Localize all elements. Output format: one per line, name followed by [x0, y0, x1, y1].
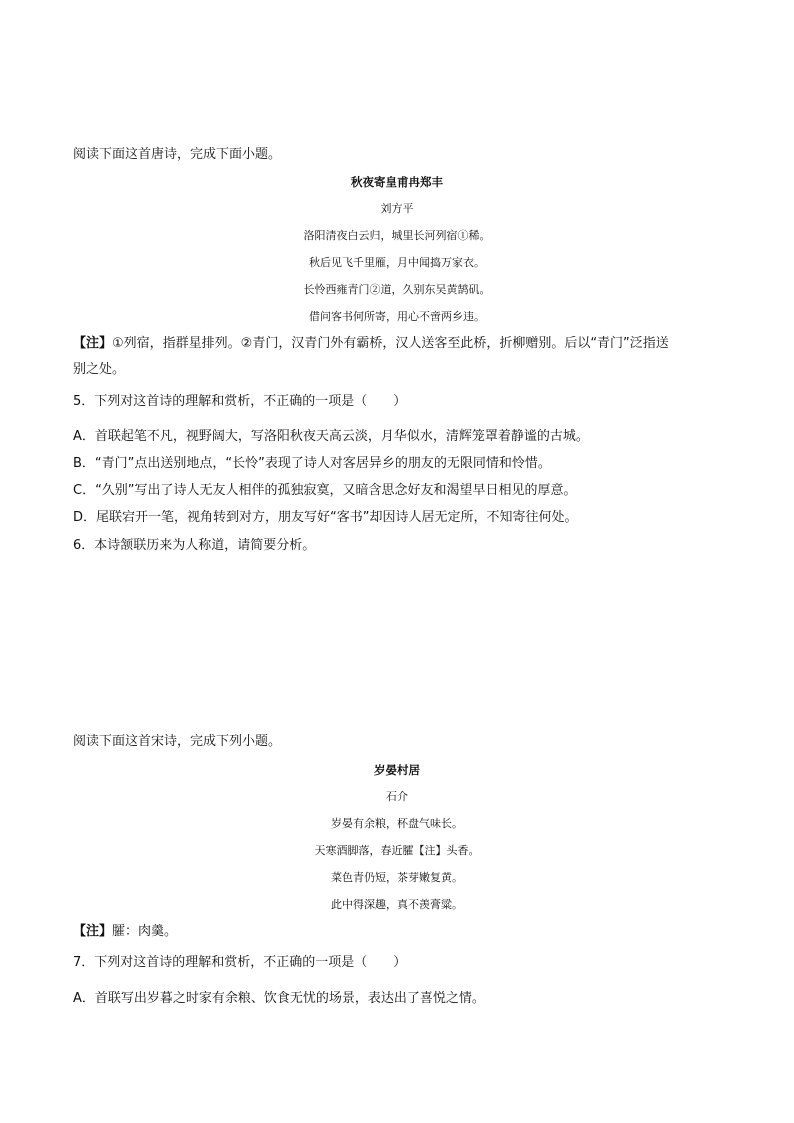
poem2-note: [73, 923, 177, 941]
poem2-line-1: 岁晏有余粮，杯盘气味长。: [331, 817, 463, 830]
question-5: 5．下列对这首诗的理解和赏析，不正确的一项是（ ）: [73, 394, 407, 409]
note-label: 【注】: [73, 336, 113, 351]
q5-option-b: B．“青门”点出送别地点，“长怜”表现了诗人对客居异乡的朋友的无限同情和怜惜。: [73, 456, 551, 471]
q5-option-c: C．“久别”写出了诗人无友人相伴的孤独寂寞，又暗含思念好友和渴望早日相见的厚意。: [73, 483, 577, 498]
note-text: ①列宿，指群星排列。②青门，汉青门外有霸桥，汉人送客至此桥，折柳赠别。后以“青门”泛指送: [112, 336, 669, 351]
poem1-author: 刘方平: [380, 202, 414, 215]
q5-option-a: A．首联起笔不凡，视野阔大，写洛阳秋夜天高云淡，月华似水，清辉笼罩着静谧的古城。: [73, 429, 589, 444]
note-text: 臛：肉羹。: [112, 924, 178, 939]
poem1-line-4: 借问客书何所寄，用心不啻两乡违。: [309, 310, 485, 323]
poem2-author: 石介: [386, 790, 408, 803]
poem1-note: [73, 335, 669, 353]
poem2-line-2: 天寒酒脚落，春近臛【注】头香。: [314, 844, 480, 857]
poem1-note-cont: 别之处。: [73, 362, 126, 377]
poem2-title: 岁晏村居: [374, 763, 420, 777]
question-6: 6．本诗颔联历来为人称道，请简要分析。: [73, 538, 316, 553]
note-label: 【注】: [73, 924, 113, 939]
q7-option-a: A．首联写出岁暮之时家有余粮、饮食无忧的场景，表达出了喜悦之情。: [73, 991, 485, 1006]
section1-intro: 阅读下面这首唐诗，完成下面小题。: [73, 147, 282, 162]
question-7: 7．下列对这首诗的理解和赏析，不正确的一项是（ ）: [73, 955, 407, 970]
poem2-line-3: 菜色青仍短，茶芽嫩复黄。: [331, 871, 463, 884]
poem2-line-4: 此中得深趣，真不羡膏粱。: [331, 898, 463, 911]
section2-intro: 阅读下面这首宋诗，完成下列小题。: [73, 734, 282, 749]
q5-option-d: D．尾联宕开一笔，视角转到对方，朋友写好“客书”却因诗人居无定所，不知寄往何处。: [73, 510, 578, 525]
poem1-title: 秋夜寄皇甫冉郑丰: [351, 175, 443, 189]
poem1-line-2: 秋后见飞千里雁，月中闻捣万家衣。: [309, 256, 485, 269]
poem1-line-3: 长怜西雍青门②道，久别东吴黄鹄矶。: [303, 283, 491, 296]
poem1-line-1: 洛阳清夜白云归，城里长河列宿①稀。: [303, 229, 491, 242]
